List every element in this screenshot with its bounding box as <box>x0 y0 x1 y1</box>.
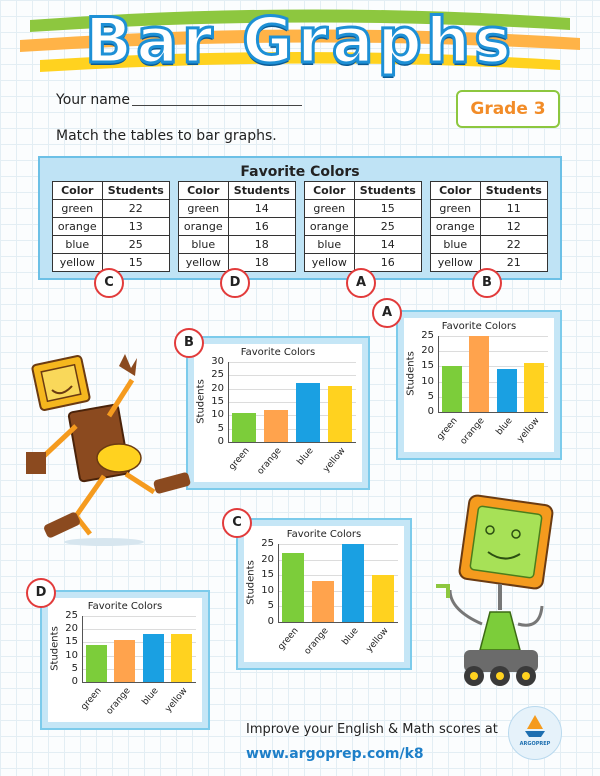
x-tick-label: orange <box>458 416 487 447</box>
y-tick-label: 20 <box>421 345 434 357</box>
table-header-row <box>179 182 296 200</box>
chart-plot-area <box>404 318 554 452</box>
gridline <box>82 629 196 630</box>
chart-plot-area <box>244 526 404 662</box>
color-cell: orange <box>53 218 103 236</box>
y-axis-label: Students <box>195 379 207 424</box>
chart-letter-circle: B <box>174 328 204 358</box>
y-tick-label: 5 <box>267 600 274 612</box>
chart-title: Favorite Colors <box>286 529 362 540</box>
answer-circle[interactable]: C <box>94 268 124 298</box>
table-header-row <box>305 182 422 200</box>
students-cell: 25 <box>354 218 421 236</box>
students-cell: 18 <box>228 254 295 272</box>
color-column-header: Color <box>431 182 481 200</box>
y-tick-label: 0 <box>267 616 274 627</box>
x-tick-label: blue <box>140 686 161 708</box>
chart-plot-area <box>48 598 202 722</box>
chart-plot-area <box>194 344 362 482</box>
table-row <box>305 236 422 254</box>
y-tick-label: 10 <box>65 649 78 661</box>
students-cell: 14 <box>354 236 421 254</box>
x-tick-label: green <box>435 416 460 443</box>
y-tick-label: 5 <box>217 422 224 434</box>
color-column-header: Color <box>179 182 229 200</box>
footer-link[interactable]: www.argoprep.com/k8 <box>246 746 424 762</box>
color-cell: green <box>431 200 481 218</box>
bar-green <box>232 413 255 442</box>
bar-orange <box>264 410 287 442</box>
y-tick-label: 15 <box>261 569 274 581</box>
y-tick-label: 15 <box>65 636 78 648</box>
chart-letter-circle: C <box>222 508 252 538</box>
gridline <box>278 544 398 545</box>
table-row <box>53 200 170 218</box>
answer-circle[interactable]: A <box>346 268 376 298</box>
y-tick-label: 30 <box>211 356 224 367</box>
chart-title: Favorite Colors <box>441 321 517 332</box>
table-row <box>431 200 548 218</box>
bar-blue <box>296 383 319 442</box>
page-title: Bar Graphs <box>85 4 515 77</box>
color-table-4 <box>430 181 548 272</box>
gridline <box>438 336 548 337</box>
x-tick-label: blue <box>295 446 316 468</box>
color-cell: blue <box>431 236 481 254</box>
bar-green <box>86 645 107 682</box>
bar-yellow <box>171 634 192 682</box>
students-cell: 15 <box>354 200 421 218</box>
bar-orange <box>114 640 135 682</box>
table-header-row <box>431 182 548 200</box>
y-axis-label: Students <box>49 626 61 671</box>
bar-blue <box>143 634 164 682</box>
table-row <box>53 236 170 254</box>
logo-text: ARGOPREP <box>519 741 551 747</box>
table-row <box>179 236 296 254</box>
students-cell: 18 <box>228 236 295 254</box>
chart-letter-circle: D <box>26 578 56 608</box>
gridline <box>228 362 356 363</box>
gridline <box>228 375 356 376</box>
x-tick-label: yellow <box>163 686 190 715</box>
y-tick-label: 10 <box>261 584 274 596</box>
students-cell: 22 <box>102 200 169 218</box>
color-cell: blue <box>53 236 103 254</box>
x-axis <box>438 412 548 413</box>
x-tick-label: green <box>227 446 252 473</box>
y-tick-label: 25 <box>211 369 224 381</box>
y-axis <box>438 336 439 412</box>
students-cell: 22 <box>480 236 547 254</box>
y-tick-label: 5 <box>427 390 434 402</box>
chart-title: Favorite Colors <box>240 347 316 358</box>
color-column-header: Color <box>53 182 103 200</box>
students-cell: 13 <box>102 218 169 236</box>
x-tick-label: green <box>79 686 104 713</box>
color-cell: yellow <box>431 254 481 272</box>
table-row <box>431 218 548 236</box>
color-cell: green <box>305 200 355 218</box>
x-axis <box>278 622 398 623</box>
students-cell: 16 <box>354 254 421 272</box>
color-cell: green <box>53 200 103 218</box>
bar-yellow <box>524 363 544 412</box>
chart-letter-circle: A <box>372 298 402 328</box>
color-cell: green <box>179 200 229 218</box>
y-tick-label: 5 <box>71 662 78 674</box>
robot-left-illustration <box>14 346 194 546</box>
color-cell: yellow <box>305 254 355 272</box>
color-cell: orange <box>179 218 229 236</box>
table-row <box>305 218 422 236</box>
students-cell: 21 <box>480 254 547 272</box>
bar-chart-c <box>236 518 412 670</box>
color-cell: orange <box>305 218 355 236</box>
x-tick-label: green <box>276 626 301 653</box>
bar-yellow <box>328 386 351 442</box>
y-tick-label: 25 <box>261 538 274 549</box>
x-tick-label: blue <box>340 626 361 648</box>
bar-orange <box>312 581 334 622</box>
color-column-header: Color <box>305 182 355 200</box>
y-tick-label: 25 <box>65 610 78 621</box>
y-tick-label: 20 <box>261 553 274 565</box>
y-tick-label: 10 <box>421 375 434 387</box>
name-label: Your name <box>56 92 131 108</box>
students-cell: 14 <box>228 200 295 218</box>
grade-badge: Grade 3 <box>456 90 560 128</box>
students-column-header: Students <box>102 182 169 200</box>
students-cell: 15 <box>102 254 169 272</box>
y-axis <box>278 544 279 622</box>
color-table-1 <box>52 181 170 272</box>
color-cell: yellow <box>179 254 229 272</box>
students-column-header: Students <box>480 182 547 200</box>
bar-blue <box>342 544 364 622</box>
bar-chart-d <box>40 590 210 730</box>
table-header-row <box>53 182 170 200</box>
bar-chart-a <box>396 310 562 460</box>
students-cell: 16 <box>228 218 295 236</box>
y-axis <box>82 616 83 682</box>
y-tick-label: 0 <box>217 436 224 447</box>
bar-green <box>442 366 462 412</box>
bar-orange <box>469 336 489 412</box>
students-column-header: Students <box>228 182 295 200</box>
x-axis <box>228 442 356 443</box>
answer-circle[interactable]: B <box>472 268 502 298</box>
x-tick-label: yellow <box>515 416 542 445</box>
argoprep-logo <box>508 706 562 760</box>
chart-title: Favorite Colors <box>87 601 163 612</box>
answer-circle[interactable]: D <box>220 268 250 298</box>
gridline <box>438 351 548 352</box>
bar-chart-b <box>186 336 370 490</box>
x-tick-label: yellow <box>364 626 391 655</box>
y-axis <box>228 362 229 442</box>
y-tick-label: 20 <box>65 623 78 635</box>
color-cell: blue <box>305 236 355 254</box>
y-tick-label: 15 <box>211 396 224 407</box>
x-tick-label: yellow <box>321 446 348 475</box>
y-tick-label: 10 <box>211 409 224 421</box>
table-row <box>53 218 170 236</box>
y-axis-label: Students <box>405 351 417 396</box>
color-table-3 <box>304 181 422 272</box>
x-axis <box>82 682 196 683</box>
x-tick-label: blue <box>494 416 515 438</box>
x-tick-label: orange <box>302 626 331 657</box>
x-tick-label: orange <box>104 686 133 717</box>
table-row <box>179 218 296 236</box>
color-cell: blue <box>179 236 229 254</box>
title-banner <box>0 0 600 82</box>
color-cell: orange <box>431 218 481 236</box>
instruction-text: Match the tables to bar graphs. <box>56 128 277 144</box>
robot-right-illustration <box>420 490 570 690</box>
table-row <box>431 236 548 254</box>
y-tick-label: 25 <box>421 330 434 341</box>
table-row <box>305 200 422 218</box>
students-cell: 25 <box>102 236 169 254</box>
students-column-header: Students <box>354 182 421 200</box>
table-row <box>179 200 296 218</box>
y-tick-label: 15 <box>421 360 434 372</box>
tables-title: Favorite Colors <box>240 164 360 180</box>
y-tick-label: 20 <box>211 382 224 394</box>
y-axis-label: Students <box>245 560 257 605</box>
y-tick-label: 0 <box>71 676 78 687</box>
students-cell: 12 <box>480 218 547 236</box>
y-tick-label: 0 <box>427 406 434 417</box>
students-cell: 11 <box>480 200 547 218</box>
bar-green <box>282 553 304 622</box>
x-tick-label: orange <box>255 446 284 477</box>
color-cell: yellow <box>53 254 103 272</box>
name-input-line[interactable] <box>132 104 302 106</box>
ship-icon <box>523 713 547 739</box>
color-table-2 <box>178 181 296 272</box>
footer-text: Improve your English & Math scores at <box>246 722 498 737</box>
gridline <box>82 616 196 617</box>
bar-blue <box>497 369 517 412</box>
bar-yellow <box>372 575 394 622</box>
